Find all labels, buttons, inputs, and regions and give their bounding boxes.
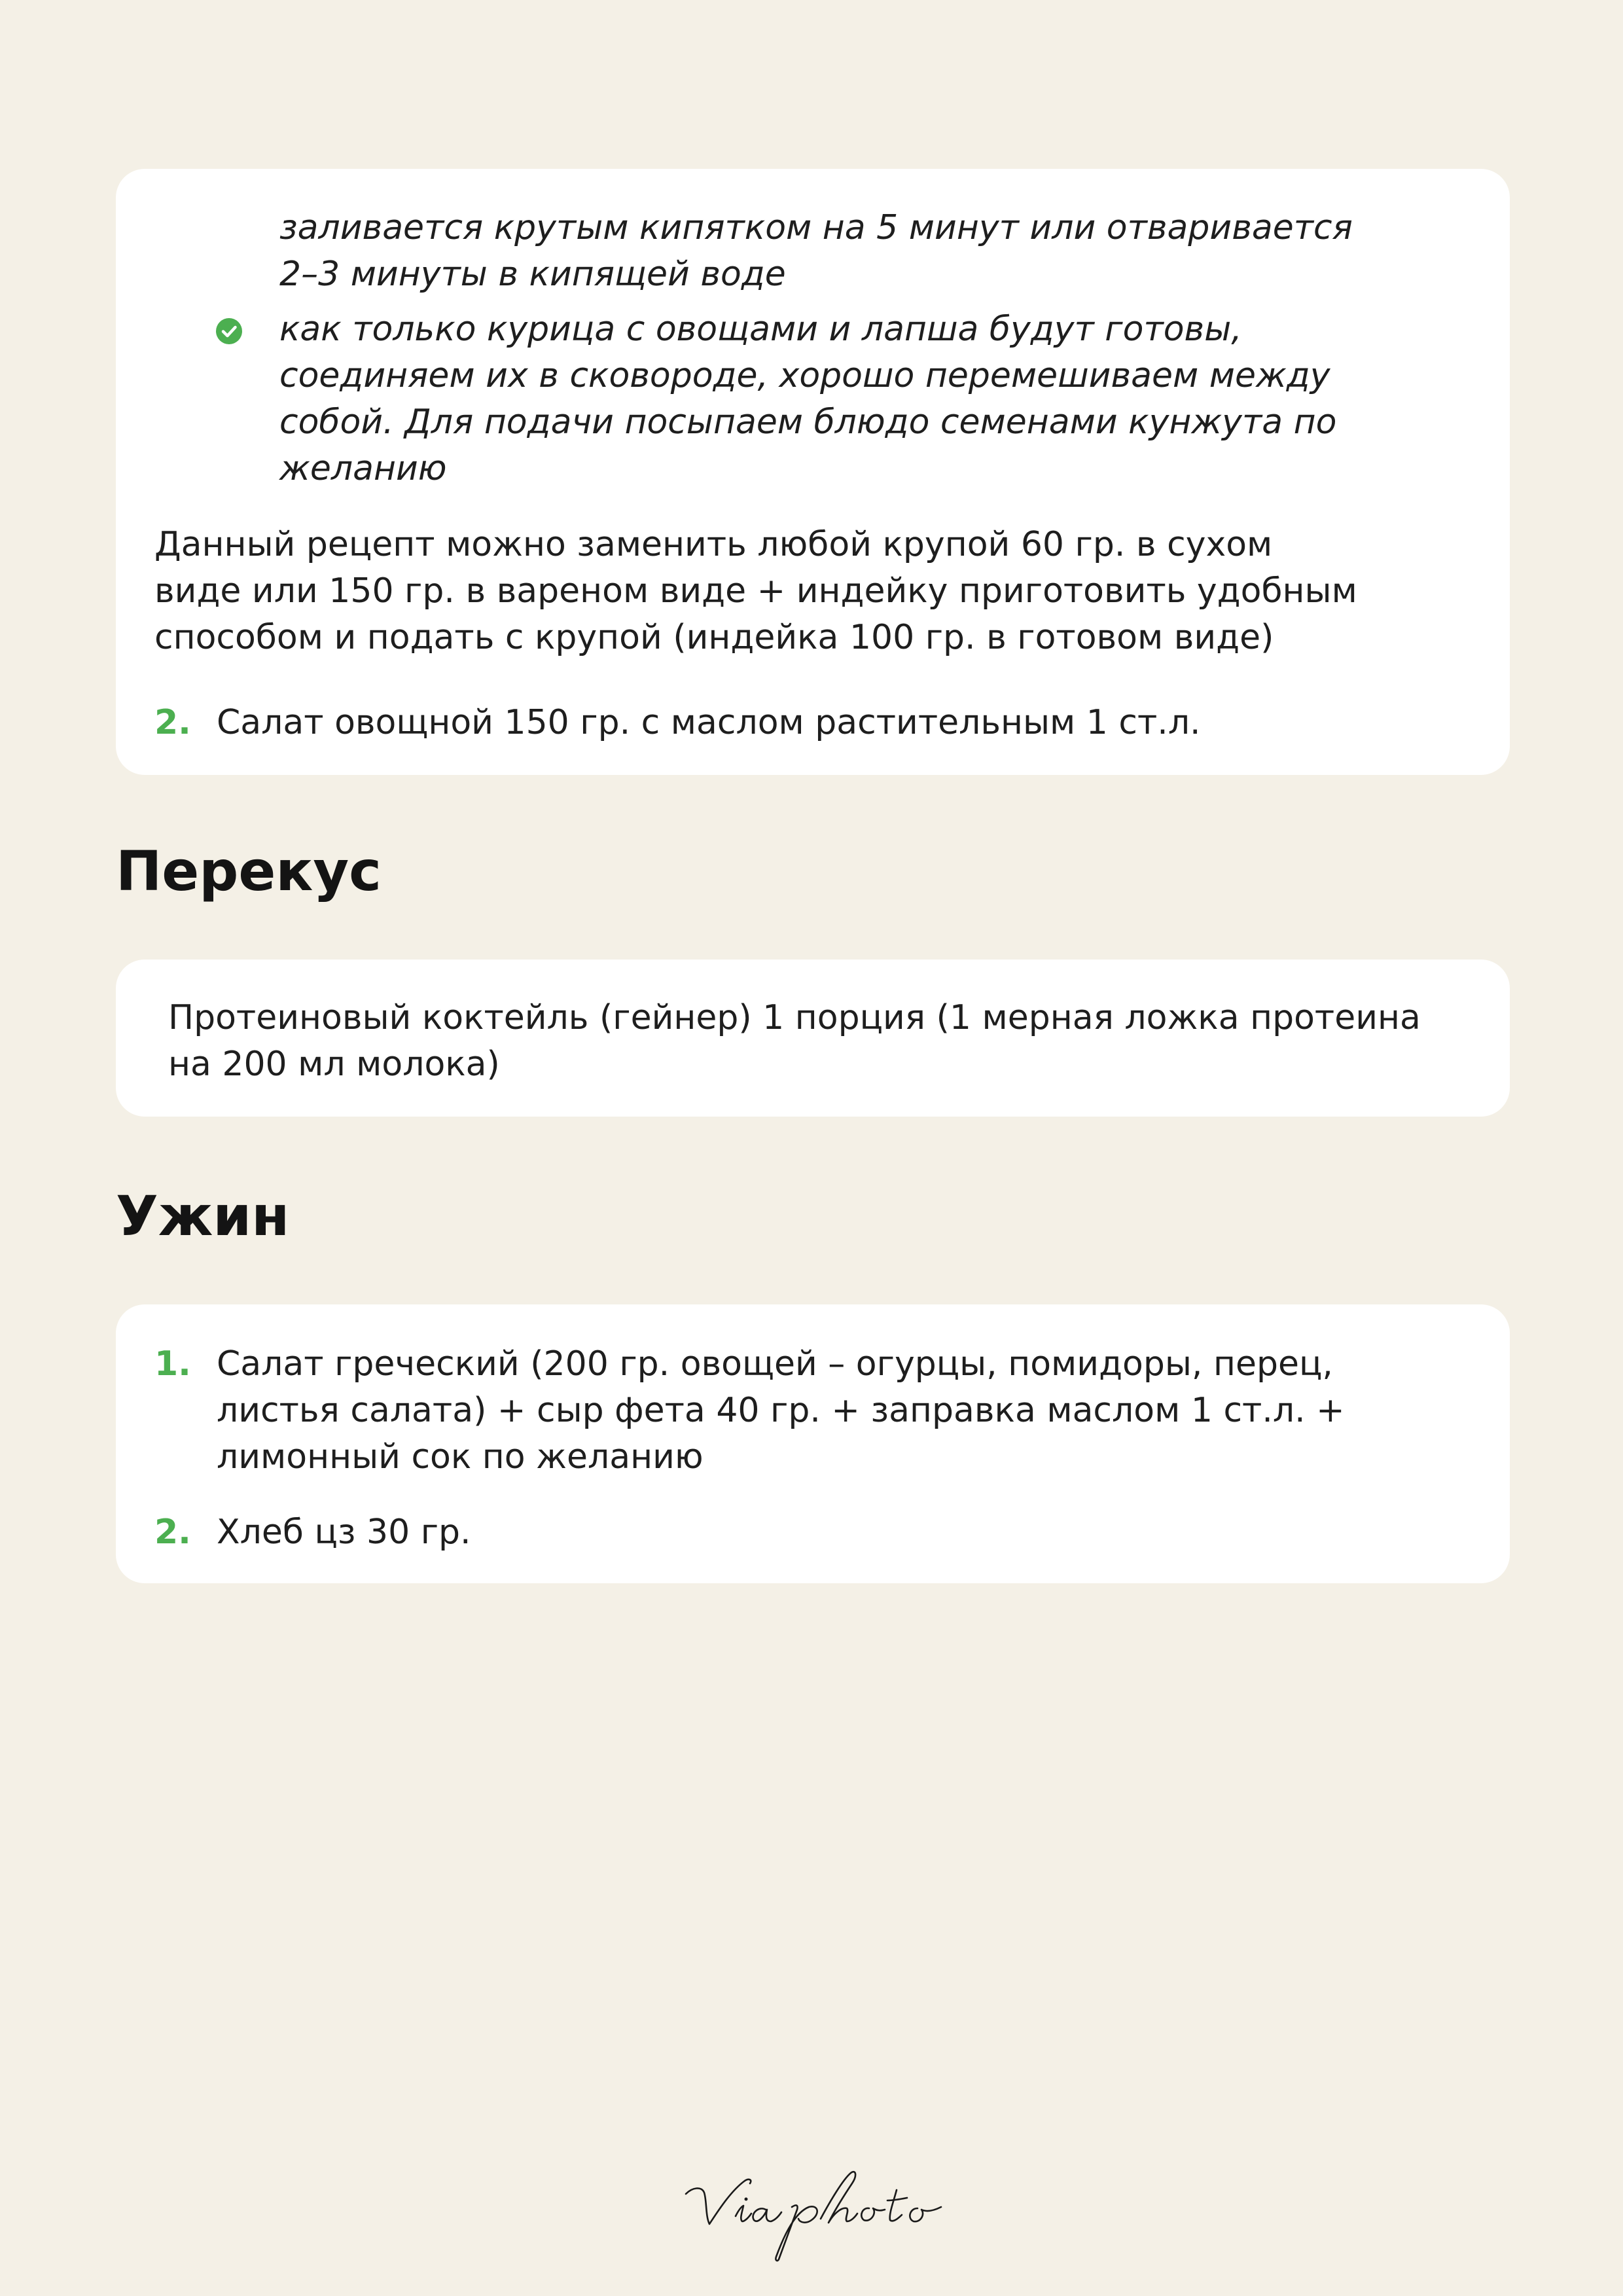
list-item-text: Салат греческий (200 гр. овощей – огурцы, помидоры, перец, <box>217 1344 1333 1384</box>
signature-logo <box>681 2153 955 2265</box>
step-text-line: желанию <box>279 449 447 488</box>
snack-text-line: Протеиновый коктейль (гейнер) 1 порция (1 мерная ложка протеина <box>168 998 1421 1037</box>
recipe-note-line: способом и подать с крупой (индейка 100 гр. в готовом виде) <box>154 618 1274 657</box>
list-item-text: лимонный сок по желанию <box>217 1437 704 1477</box>
step-text-line: собой. Для подачи посыпаем блюдо семенами кунжута по <box>279 403 1337 442</box>
step-text-line: как только курица с овощами и лапша будут готовы, <box>279 310 1242 349</box>
step-text-line: 2–3 минуты в кипящей воде <box>279 255 786 294</box>
recipe-note-line: Данный рецепт можно заменить любой крупой 60 гр. в сухом <box>154 525 1273 564</box>
list-item-text: Салат овощной 150 гр. с маслом растительным 1 ст.л. <box>217 703 1201 742</box>
recipe-note-line: виде или 150 гр. в вареном виде + индейку приготовить удобным <box>154 571 1357 611</box>
list-item-text: листья салата) + сыр фета 40 гр. + заправка маслом 1 ст.л. + <box>217 1391 1345 1430</box>
list-number: 2. <box>154 703 191 742</box>
check-circle-icon <box>216 318 242 344</box>
step-text-line: соединяем их в сковороде, хорошо перемешиваем между <box>279 356 1330 395</box>
snack-text-line: на 200 мл молока) <box>168 1045 500 1084</box>
step-text-line: заливается крутым кипятком на 5 минут или отваривается <box>279 208 1353 247</box>
section-title-snack: Перекус <box>116 839 382 903</box>
list-number: 1. <box>154 1344 191 1384</box>
section-title-dinner: Ужин <box>116 1184 290 1248</box>
list-item-text: Хлеб цз 30 гр. <box>217 1513 471 1552</box>
list-number: 2. <box>154 1513 191 1552</box>
